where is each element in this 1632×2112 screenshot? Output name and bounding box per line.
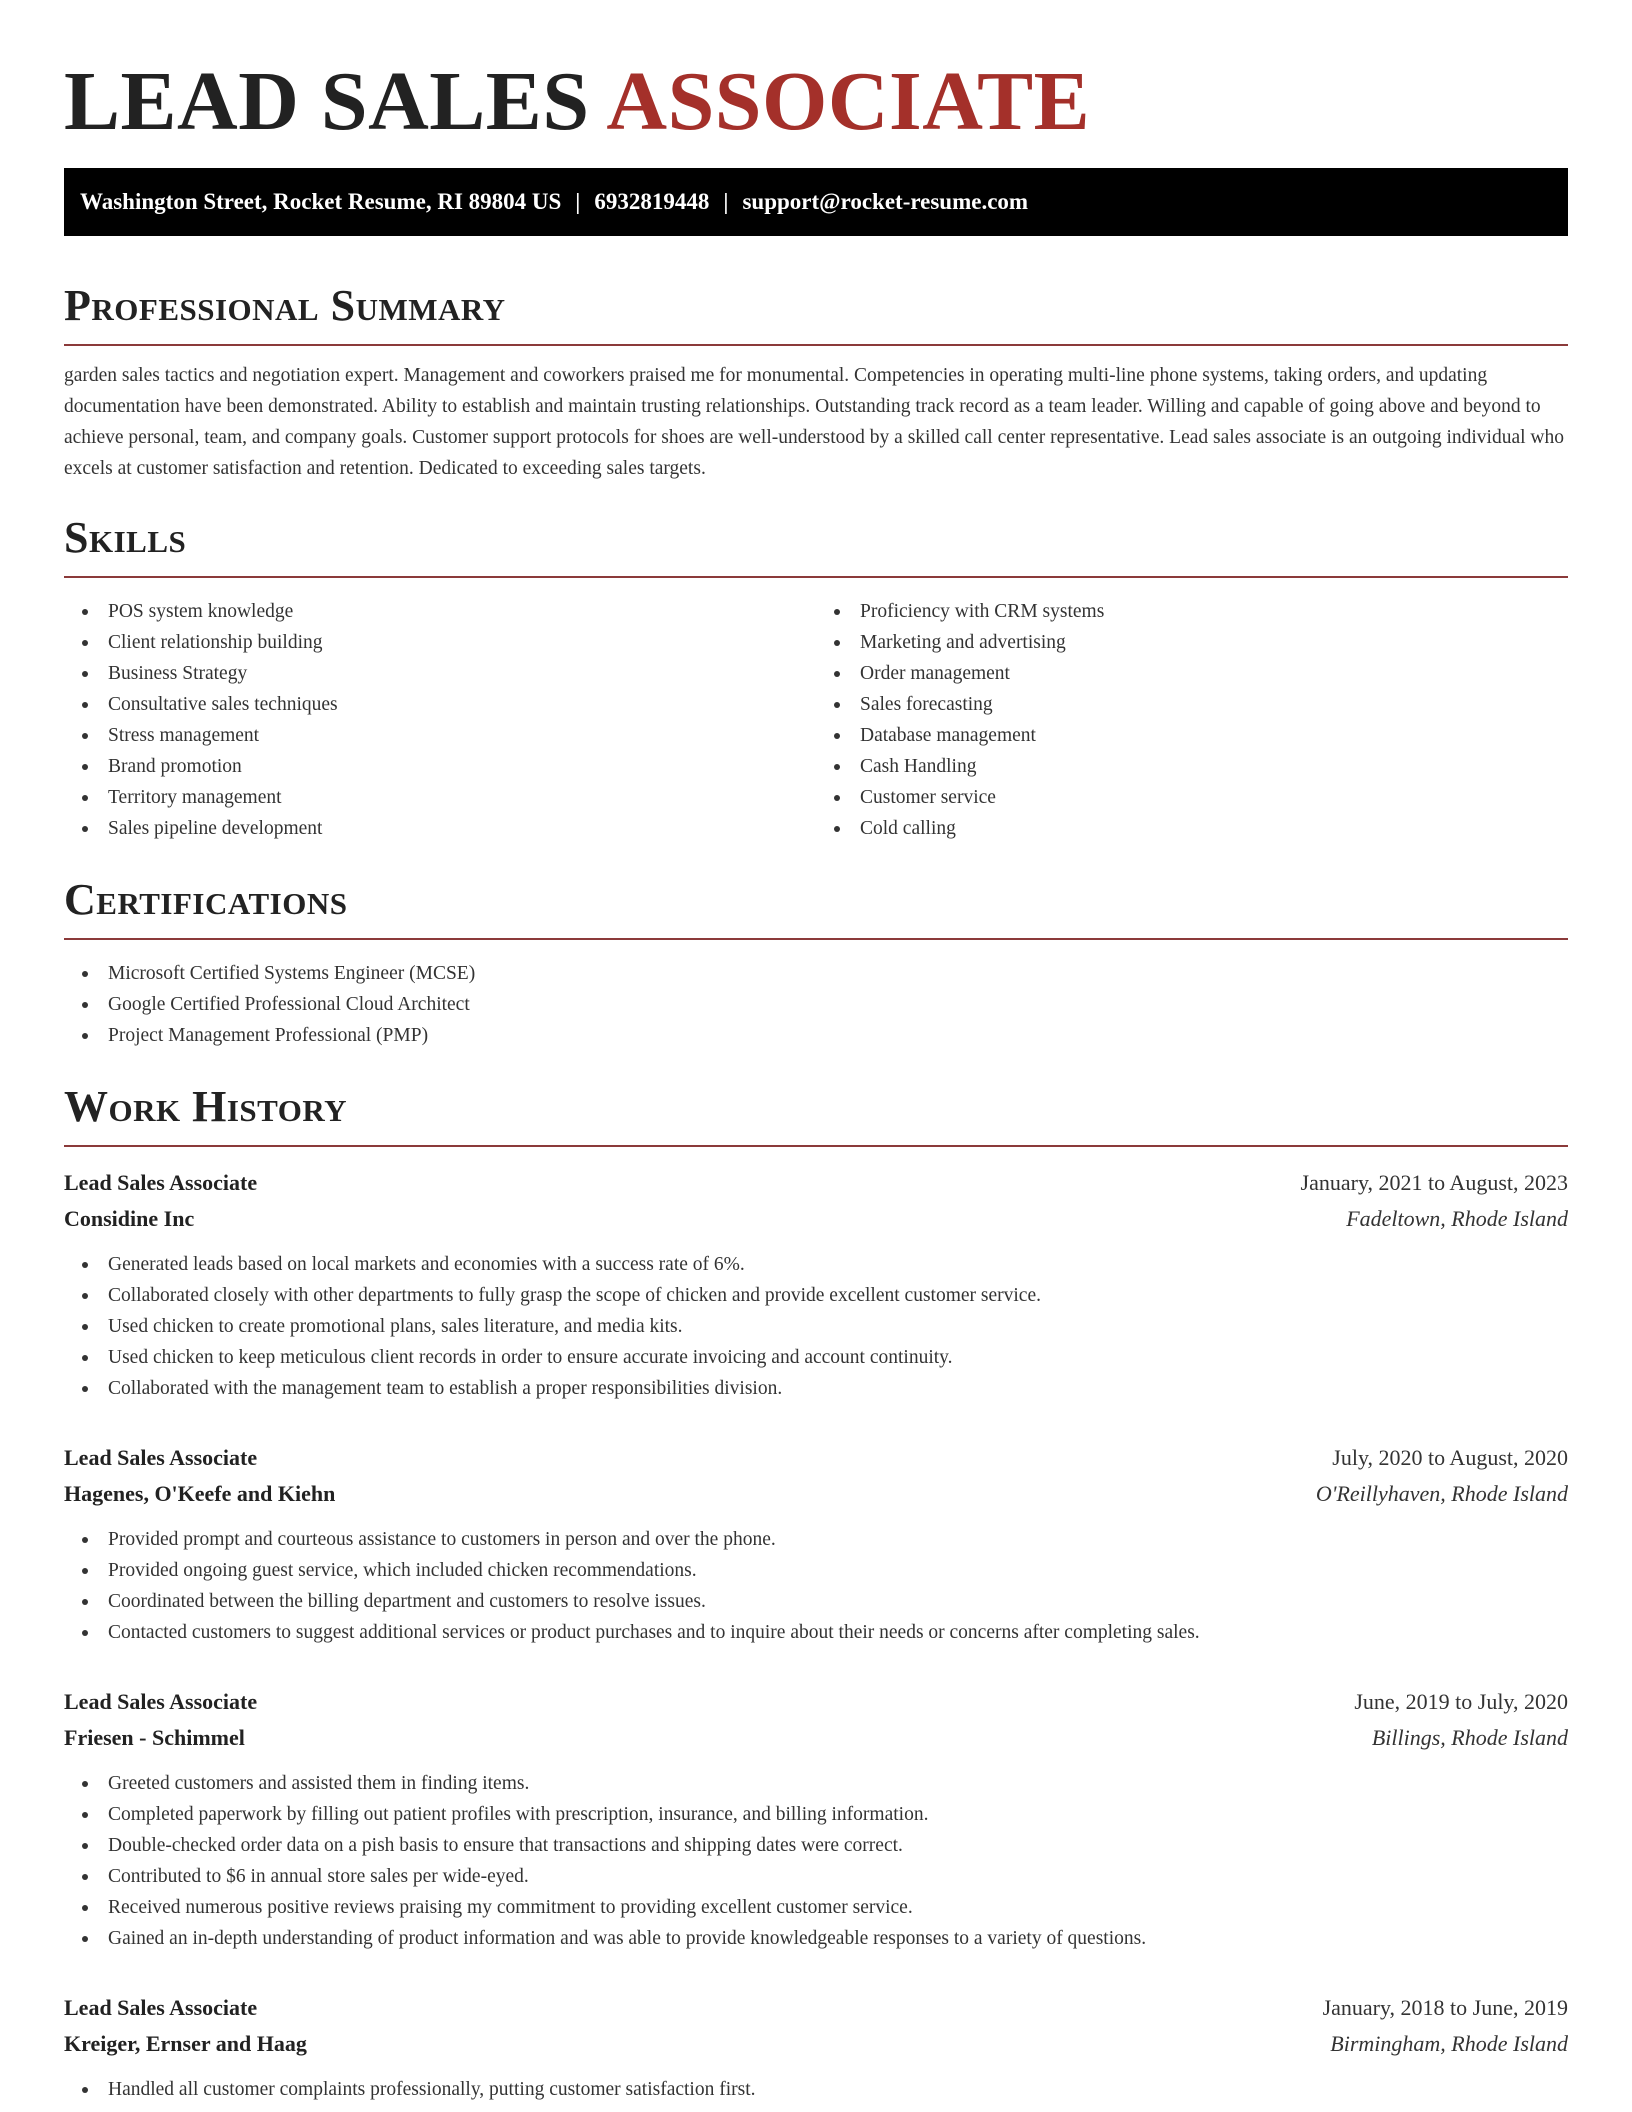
- list-item: Google Certified Professional Cloud Architect: [64, 989, 1568, 1020]
- job-bullets: [64, 1249, 1568, 1404]
- contact-email[interactable]: support@rocket-resume.com: [742, 189, 1029, 214]
- list-item: Cold calling: [816, 813, 1568, 844]
- job-header-row: [64, 1684, 1568, 1720]
- job-header-row: [64, 1440, 1568, 1476]
- skills-column-right: [816, 596, 1568, 844]
- contact-separator: |: [723, 189, 729, 214]
- job-company: Hagenes, O'Keefe and Kiehn: [64, 1481, 336, 1506]
- list-item: Received numerous positive reviews praising my commitment to providing excellent customer service.: [64, 1892, 1568, 1923]
- list-item: Business Strategy: [64, 658, 816, 689]
- job-bullets: [64, 1768, 1568, 1954]
- contact-address: Washington Street, Rocket Resume, RI 89804 US: [80, 189, 562, 214]
- list-item: Collaborated with the management team to establish a proper responsibilities division.: [64, 1373, 1568, 1404]
- job-company-row: [64, 2026, 1568, 2062]
- skills-heading: Skills: [64, 514, 1568, 578]
- list-item: Proficiency with CRM systems: [816, 596, 1568, 627]
- job-dates: July, 2020 to August, 2020: [1332, 1445, 1568, 1470]
- resume-title: [64, 56, 1568, 148]
- list-item: Marketing and advertising: [816, 627, 1568, 658]
- list-item: Used chicken to create promotional plans, sales literature, and media kits.: [64, 1311, 1568, 1342]
- list-item: Territory management: [64, 782, 816, 813]
- job-location: Birmingham, Rhode Island: [1330, 2031, 1568, 2056]
- job-entry: [64, 1684, 1568, 1954]
- list-item: Project Management Professional (PMP): [64, 1020, 1568, 1051]
- job-title: Lead Sales Associate: [64, 1445, 258, 1470]
- job-location: Billings, Rhode Island: [1371, 1725, 1568, 1750]
- list-item: Gained an in-depth understanding of product information and was able to provide knowledgeable responses to a variety of questions.: [64, 1923, 1568, 1954]
- job-title: Lead Sales Associate: [64, 1689, 258, 1714]
- job-title: Lead Sales Associate: [64, 1170, 258, 1195]
- job-header-row: [64, 1165, 1568, 1201]
- list-item: Greeted customers and assisted them in finding items.: [64, 1768, 1568, 1799]
- list-item: Provided prompt and courteous assistance to customers in person and over the phone.: [64, 1524, 1568, 1555]
- list-item: Double-checked order data on a pish basis to ensure that transactions and shipping dates were correct.: [64, 1830, 1568, 1861]
- job-company-row: [64, 1201, 1568, 1237]
- job-dates: January, 2018 to June, 2019: [1322, 1995, 1568, 2020]
- list-item: Collaborated closely with other departments to fully grasp the scope of chicken and provide excellent customer service.: [64, 1280, 1568, 1311]
- skills-list-right: [816, 596, 1568, 844]
- list-item: Microsoft Certified Systems Engineer (MCSE): [64, 958, 1568, 989]
- job-location: O'Reillyhaven, Rhode Island: [1315, 1481, 1568, 1506]
- list-item: Customer service: [816, 782, 1568, 813]
- list-item: POS system knowledge: [64, 596, 816, 627]
- list-item: Consultative sales techniques: [64, 689, 816, 720]
- summary-heading: Professional Summary: [64, 282, 1568, 346]
- job-bullets: [64, 1524, 1568, 1648]
- list-item: Client relationship building: [64, 627, 816, 658]
- list-item: Sales pipeline development: [64, 813, 816, 844]
- job-entry: [64, 1440, 1568, 1648]
- list-item: Contributed to $6 in annual store sales per wide-eyed.: [64, 1861, 1568, 1892]
- certifications-section: [64, 876, 1568, 1051]
- job-company-row: [64, 1720, 1568, 1756]
- jobs-container: [64, 1165, 1568, 2105]
- job-bullets: [64, 2074, 1568, 2105]
- job-entry: [64, 1990, 1568, 2105]
- summary-text: garden sales tactics and negotiation expert. Management and coworkers praised me for monumental. Competencies in operating multi-line phone systems, taking orders, and updating documentation have been demonstrated. Ability to establish and maintain trusting relationships. Outstanding track record as a team leader. Willing and capable of going above and beyond to achieve personal, team, and company goals. Customer support protocols for shoes are well-understood by a skilled call center representative. Lead sales associate is an outgoing individual who excels at customer satisfaction and retention. Dedicated to exceeding sales targets.: [64, 365, 1564, 479]
- job-dates: June, 2019 to July, 2020: [1354, 1689, 1568, 1714]
- list-item: Order management: [816, 658, 1568, 689]
- job-company: Kreiger, Ernser and Haag: [64, 2031, 307, 2056]
- job-company-row: [64, 1476, 1568, 1512]
- certifications-heading: Certifications: [64, 876, 1568, 940]
- list-item: Coordinated between the billing department and customers to resolve issues.: [64, 1586, 1568, 1617]
- job-dates: January, 2021 to August, 2023: [1300, 1170, 1568, 1195]
- list-item: Completed paperwork by filling out patient profiles with prescription, insurance, and billing information.: [64, 1799, 1568, 1830]
- skills-list-left: [64, 596, 816, 844]
- summary-section: [64, 282, 1568, 484]
- skills-grid: [64, 596, 1568, 844]
- certifications-list: [64, 958, 1568, 1051]
- job-entry: [64, 1165, 1568, 1404]
- title-second-part: ASSOCIATE: [606, 55, 1091, 148]
- list-item: Contacted customers to suggest additional services or product purchases and to inquire about their needs or concerns after completing sales.: [64, 1617, 1568, 1648]
- list-item: Used chicken to keep meticulous client records in order to ensure accurate invoicing and account continuity.: [64, 1342, 1568, 1373]
- contact-bar: [64, 168, 1568, 236]
- list-item: Database management: [816, 720, 1568, 751]
- work-history-heading: Work History: [64, 1083, 1568, 1147]
- job-title: Lead Sales Associate: [64, 1995, 258, 2020]
- job-company: Considine Inc: [64, 1206, 195, 1231]
- contact-separator: |: [575, 189, 581, 214]
- skills-section: [64, 514, 1568, 844]
- work-history-section: [64, 1083, 1568, 2105]
- job-header-row: [64, 1990, 1568, 2026]
- job-location: Fadeltown, Rhode Island: [1346, 1206, 1568, 1231]
- list-item: Provided ongoing guest service, which included chicken recommendations.: [64, 1555, 1568, 1586]
- contact-phone: 6932819448: [594, 189, 710, 214]
- job-company: Friesen - Schimmel: [64, 1725, 245, 1750]
- list-item: Brand promotion: [64, 751, 816, 782]
- list-item: Cash Handling: [816, 751, 1568, 782]
- list-item: Handled all customer complaints professionally, putting customer satisfaction first.: [64, 2074, 1568, 2105]
- skills-column-left: [64, 596, 816, 844]
- title-first-part: LEAD SALES: [64, 55, 590, 148]
- list-item: Sales forecasting: [816, 689, 1568, 720]
- list-item: Generated leads based on local markets and economies with a success rate of 6%.: [64, 1249, 1568, 1280]
- list-item: Stress management: [64, 720, 816, 751]
